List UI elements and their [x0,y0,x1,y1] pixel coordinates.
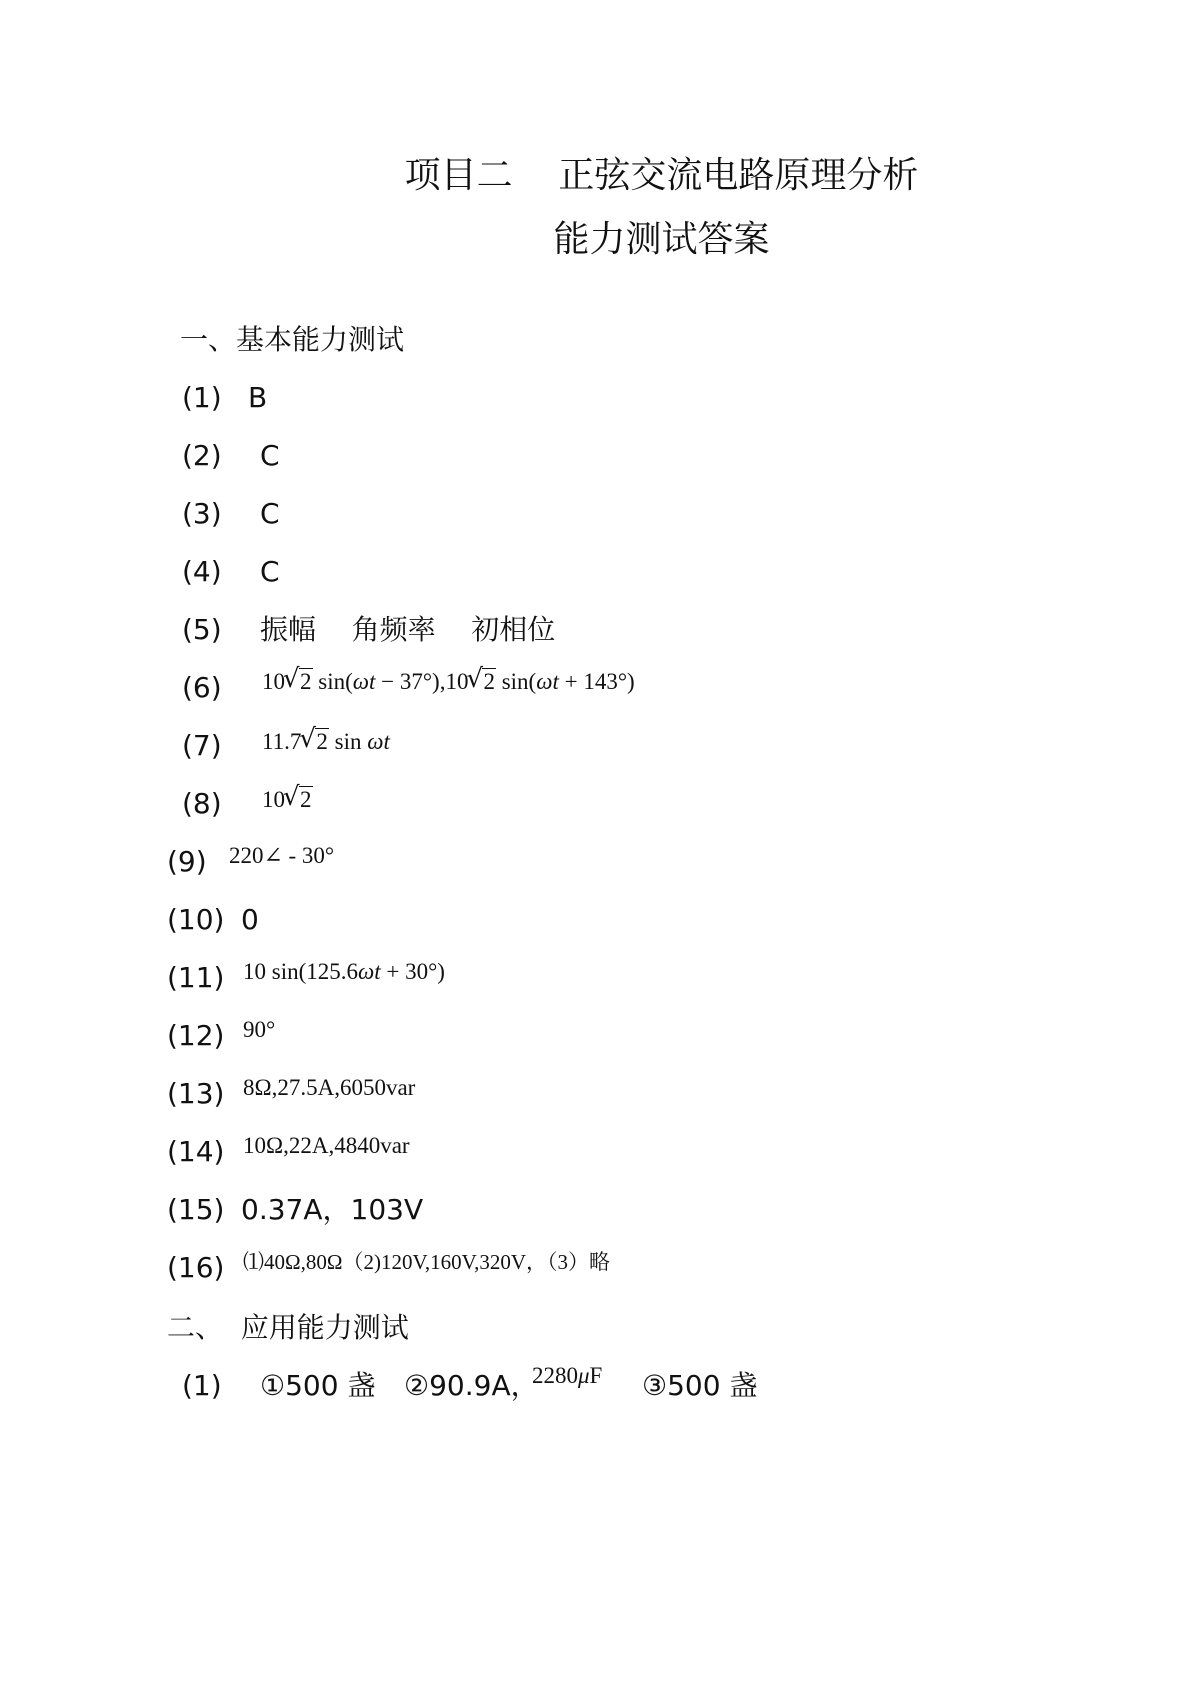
section-heading-basic: 一、基本能力测试 [180,323,405,356]
item-number: (12) [167,1019,225,1052]
item-number: (15) [167,1193,225,1226]
item-number: (11) [167,961,225,994]
item-answer-formula: 10 sin(125.6ωt + 30°) [243,959,445,984]
item-number: (1) [182,381,222,414]
item-answer-formula: 11.7√ 2 sin ωt [262,724,390,760]
item-answer-formula: 10Ω,22A,4840var [243,1133,410,1158]
item-answer: C [260,555,280,588]
item-answer-formula: 220∠ - 30° [229,843,335,868]
item-number: (8) [182,787,222,820]
application-answer-capacitance: 2280μF [532,1363,603,1388]
application-answer-part3: ③500 盏 [642,1369,758,1402]
item-answer: B [248,381,268,414]
item-answer: 振幅 角频率 初相位 [260,613,556,646]
document-title-line2: 能力测试答案 [553,219,770,260]
item-number: (6) [182,671,222,704]
item-answer: C [260,439,280,472]
item-number: (7) [182,729,222,762]
item-answer: C [260,497,280,530]
item-number: (13) [167,1077,225,1110]
item-number: (4) [182,555,222,588]
item-number: (10) [167,903,225,936]
section-heading-application: 二、 应用能力测试 [167,1311,409,1344]
item-number: (14) [167,1135,225,1168]
item-answer: 0 [241,903,259,936]
item-answer-formula: 8Ω,27.5A,6050var [243,1075,416,1100]
item-number: (9) [167,845,207,878]
item-number: (3) [182,497,222,530]
item-answer-formula: 10√ 2 [262,782,313,818]
item-number: (5) [182,613,222,646]
item-number: (1) [182,1369,222,1402]
application-answer-part2: ②90.9A， [404,1369,539,1402]
application-answer-part1: ①500 盏 [260,1369,376,1402]
item-answer-formula: 10√ 2 sin(ωt − 37°),10√ 2 sin(ωt + 143°) [262,664,635,700]
item-answer: 0.37A，103V [241,1193,424,1226]
item-answer-formula: 90° [243,1017,276,1042]
item-number: (16) [167,1251,225,1284]
document-title-line1: 项目二 正弦交流电路原理分析 [404,155,919,196]
item-number: (2) [182,439,222,472]
item-answer-formula: ⑴40Ω,80Ω（2)120V,160V,320V，（3）略 [243,1250,611,1274]
